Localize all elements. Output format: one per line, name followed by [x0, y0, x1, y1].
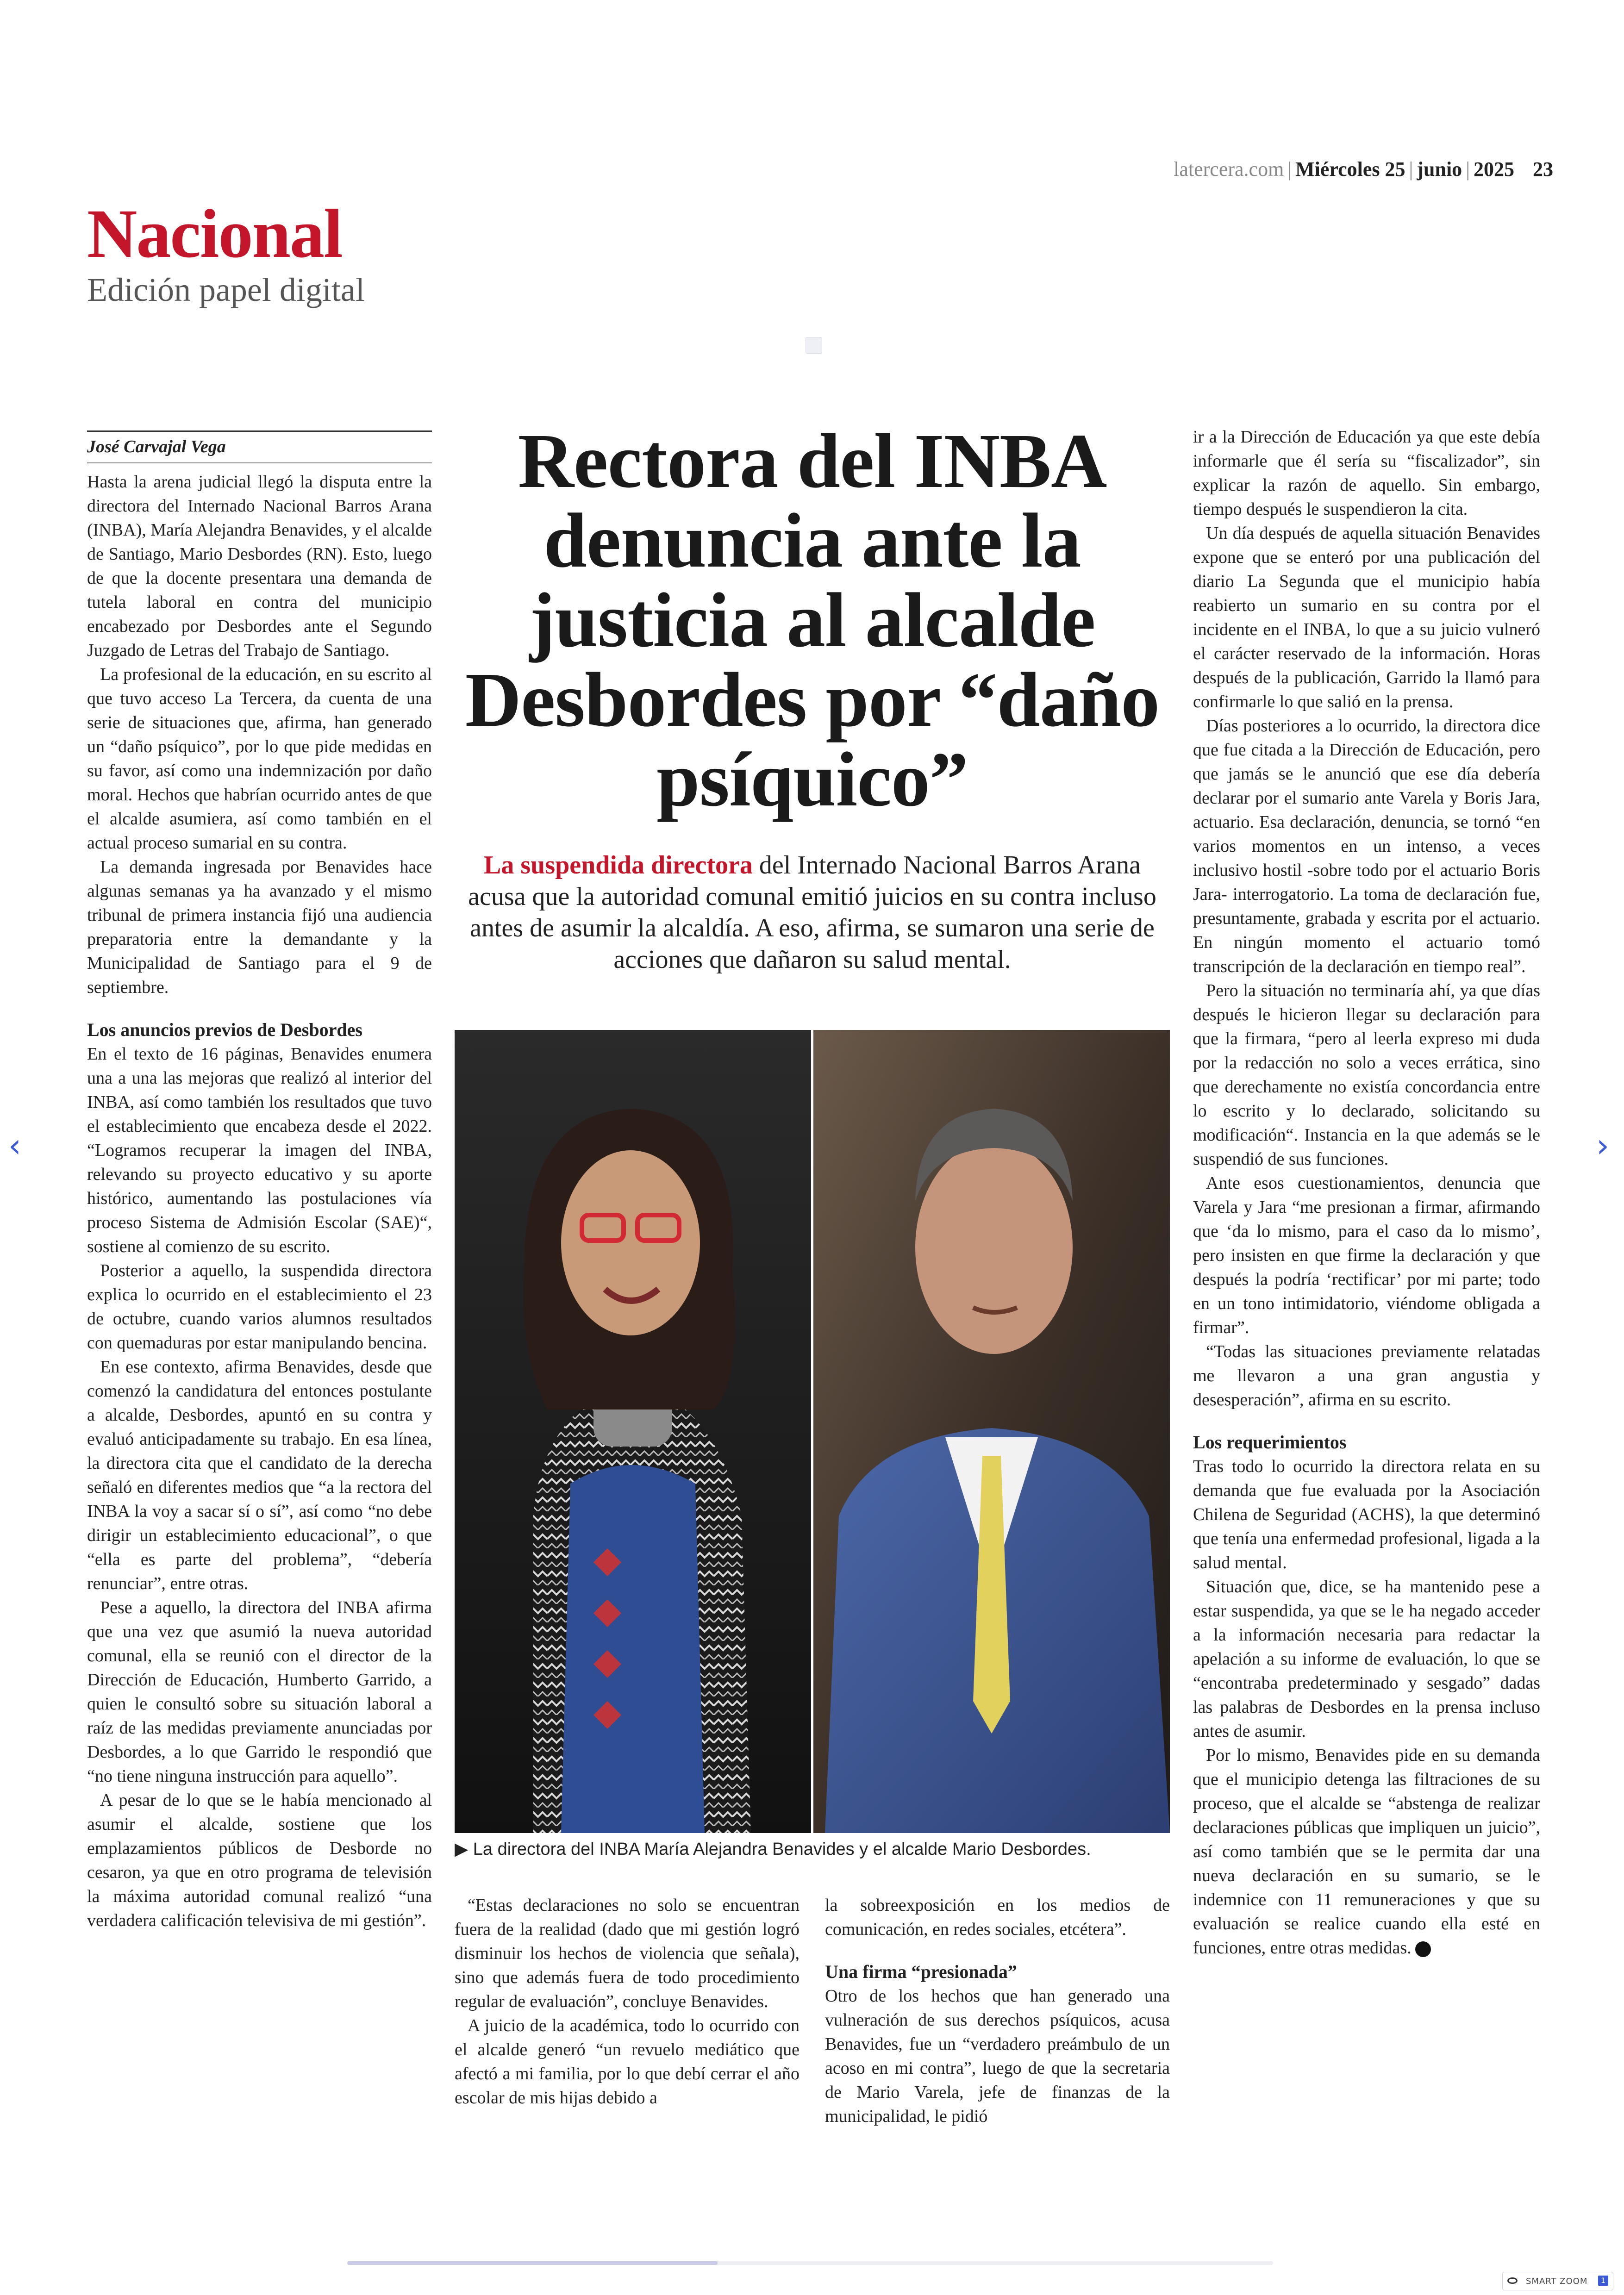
deck-lead: La suspendida directora	[484, 851, 753, 879]
paragraph: Ante esos cuestionamientos, denuncia que Varela y Jara “me presionan a firmar, afirmando que ‘da lo mismo, para el caso da lo mismo’, pero insisten en que firme la declaración y que después la podría ‘rectificar’ por mi parte; todo en un tono intimidatorio, viéndome obligada a firmar”.	[1193, 1173, 1540, 1337]
subheading: Los requerimientos	[1193, 1432, 1347, 1453]
subheading: Una firma “presionada”	[825, 1961, 1017, 1982]
paragraph-text: Por lo mismo, Benavides pide en su demanda que el municipio detenga las filtraciones de su proceso, que el alcalde se “abstenga de realizar declaraciones públicas que impliquen un juicio”, así como también que se le permita dar una nueva declaración en su sumario, se le indemnice con 11 remuneraciones y que su evaluación se realice cuando ella esté en funciones, entre otras medidas.	[1193, 1746, 1540, 1958]
paragraph: A pesar de lo que se le había mencionado al asumir el alcalde, sostiene que los emplazamientos públicos de Desborde no cesaron, ya que en otro programa de televisión la máxima autoridad comunal realizó “una verdadera calificación televisiva de mi gestión”.	[87, 1790, 432, 1930]
article-column-2b	[825, 1893, 1170, 2128]
paragraph: “Estas declaraciones no solo se encuentran fuera de la realidad (dado que mi gestión logró disminuir los hechos de violencia que señala), sino que además fuera de todo procedimiento regular de evaluación”, concluye Benavides.	[455, 1896, 800, 2011]
edition-subtitle: Edición papel digital	[87, 271, 365, 308]
chevron-right-icon[interactable]: ›	[1596, 1127, 1609, 1165]
face	[561, 1150, 700, 1335]
page-marker-icon[interactable]	[806, 337, 822, 354]
paragraph: “Todas las situaciones previamente relatadas me llevaron a una gran angustia y desesperación”, afirma en su escrito.	[1193, 1342, 1540, 1409]
page-number: 23	[1533, 158, 1553, 181]
face-right	[915, 1141, 1073, 1354]
site-name: latercera.com	[1174, 158, 1284, 181]
paragraph: Posterior a aquello, la suspendida directora explica lo ocurrido en el establecimiento el 23 de octubre, cuando varios alumnos resultados con quemaduras por estar manipulando bencina.	[87, 1261, 432, 1353]
paragraph: ir a la Dirección de Educación ya que este debía informarle que él sería su “fiscalizador”, sin explicar la razón de aquello. Sin embargo, tiempo después le suspendieron la cita.	[1193, 427, 1540, 519]
eye-icon	[1507, 2277, 1518, 2284]
section-title: Nacional	[87, 195, 342, 272]
paragraph: Tras todo lo ocurrido la directora relata en su demanda que fue evaluada por la Asociación Chilena de Seguridad (ACHS), la que determinó que tenía una enfermedad profesional, ligada a la salud mental.	[1193, 1457, 1540, 1572]
article-column-2a	[455, 1893, 800, 2110]
masthead: latercera.com | Miércoles 25 | junio | 2025 23	[1174, 158, 1553, 181]
paragraph: La profesional de la educación, en su escrito al que tuvo acceso La Tercera, da cuenta de una serie de situaciones que, afirma, han generado un “daño psíquico”, por lo que pide medidas en su favor, así como una indemnización por daño moral. Hechos que habrían ocurrido antes de que el alcalde asumiera, así como también en el actual proceso sumarial en su contra.	[87, 665, 432, 853]
article-column-3	[1193, 425, 1540, 1960]
paragraph: Días posteriores a lo ocurrido, la directora dice que fue citada a la Dirección de Educación, pero que jamás se le anunció que ese día debería declarar por el sumario ante Varela y Boris Jara, actuario. Esa declaración, denuncia, se tornó “en varios momentos en un intenso, a veces inclusivo hostil -sobre todo por el actuario Boris Jara- interrogatorio. La toma de declaración fue, presuntamente, grabada y escrita por el actuario. En ningún momento el actuario tomó transcripción de la declaración en tiempo real”.	[1193, 716, 1540, 976]
date-month: junio	[1417, 158, 1462, 181]
paragraph: Pese a aquello, la directora del INBA afirma que una vez que asumió la nueva autoridad comunal, ella se reunió con el director de la Dirección de Educación, Humberto Garrido, a quien le consultó sobre su situación laboral a raíz de las medidas previamente anunciadas por Desbordes, a lo que Garrido le respondió que “no tiene ninguna instrucción para aquello”.	[87, 1598, 432, 1786]
smart-zoom-label: SMART ZOOM	[1526, 2276, 1588, 2286]
blue-shirt	[561, 1465, 705, 1833]
paragraph: Situación que, dice, se ha mantenido pese a estar suspendida, ya que se le ha negado acceder a la información necesaria para redactar la apelación a su informe de evaluación, lo que se “encontraba predeterminado y sesgado” dadas las palabras de Desbordes en la prensa incluso antes de asumir.	[1193, 1577, 1540, 1741]
paragraph: En el texto de 16 páginas, Benavides enumera una a una las mejoras que realizó al interior del INBA, así como también los resultados que tuvo el establecimiento que encabeza desde el 2022. “Logramos recuperar la imagen del INBA, relevando su proyecto educativo y su aporte histórico, aumentando las postulaciones vía proceso Sistema de Admisión Escolar (SAE)“, sostiene al comienzo de su escrito.	[87, 1044, 432, 1256]
subheading: Los anuncios previos de Desbordes	[87, 1019, 362, 1040]
article-photo	[455, 1030, 1170, 1833]
date-year: 2025	[1474, 158, 1514, 181]
paragraph: Otro de los hechos que han generado una vulneración de sus derechos psíquicos, acusa Benavides, fue un “verdadero preámbulo de un acoso en mi contra”, luego de que la secretaria de Mario Varela, jefe de finanzas de la municipalidad, le pidió	[825, 1986, 1170, 2126]
page-progress-fill	[347, 2261, 718, 2265]
paragraph: la sobreexposición en los medios de comunicación, en redes sociales, etcétera”.	[825, 1896, 1170, 1939]
paragraph: Pero la situación no terminaría ahí, ya que días después le hicieron llegar su declaración para que la firmara, “pero al leerla expreso mi duda por la redacción no solo a veces errática, sino que derechamente no existía concordancia entre lo escrito y lo declarado, solicitando su modificación“. Instancia en la que además se le suspendió de sus funciones.	[1193, 981, 1540, 1169]
article-column-1	[87, 430, 432, 1933]
paragraph: Hasta la arena judicial llegó la disputa entre la directora del Internado Nacional Barros Arana (INBA), María Alejandra Benavides, y el alcalde de Santiago, Mario Desbordes (RN). Esto, luego de que la docente presentara una demanda de tutela laboral en contra del municipio encabezado por Desbordes ante el Segundo Juzgado de Letras del Trabajo de Santiago.	[87, 472, 432, 660]
deck	[455, 849, 1170, 975]
date-day: Miércoles 25	[1295, 158, 1405, 181]
paragraph: Un día después de aquella situación Benavides expone que se enteró por una publicación del diario La Segunda que el municipio había reabierto un sumario en su contra por el incidente en el INBA, lo que a su juicio vulneró el carácter reservado de la información. Horas después de la publicación, Garrido la llamó para confirmarle lo que salió en la prensa.	[1193, 524, 1540, 711]
headline: Rectora del INBA denuncia ante la justicia al alcalde Desbordes por “daño psíquico”	[465, 418, 1160, 823]
paragraph: La demanda ingresada por Benavides hace algunas semanas ya ha avanzado y el mismo tribunal de primera instancia fijó una audiencia preparatoria entre la demandante y la Municipalidad de Santiago para el 9 de septiembre.	[87, 857, 432, 997]
paragraph	[1193, 1743, 1540, 1960]
chevron-left-icon[interactable]: ‹	[8, 1127, 21, 1165]
paragraph: En ese contexto, afirma Benavides, desde que comenzó la candidatura del entonces postulante a alcalde, Desbordes, apuntó en su contra y evaluó anticipadamente su trabajo. En esa línea, la directora cita que el candidato de la derecha señaló en diferentes medios que “a la rectora del INBA la voy a sacar sí o sí”, así como “no debe dirigir un establecimiento educacional”, o que “ella es parte del problema”, “debería renunciar”, entre otras.	[87, 1357, 432, 1593]
smart-zoom-button[interactable]	[1502, 2272, 1613, 2290]
end-mark-icon	[1415, 1941, 1431, 1957]
deck-text: del Internado Nacional Barros Arana acusa que la autoridad comunal emitió juicios en su contra incluso antes de asumir la alcaldía. A eso, afirma, se sumaron una serie de acciones que dañaron su salud mental.	[468, 851, 1156, 974]
photo-caption: ▶ La directora del INBA María Alejandra Benavides y el alcalde Mario Desbordes.	[455, 1840, 1091, 1859]
paragraph: A juicio de la académica, todo lo ocurrido con el alcalde generó “un revuelo mediático que afectó a mi familia, por lo que debí cerrar el año escolar de mis hijas debido a	[455, 2016, 800, 2108]
smart-zoom-count: 1	[1598, 2276, 1608, 2286]
byline: José Carvajal Vega	[87, 430, 432, 463]
